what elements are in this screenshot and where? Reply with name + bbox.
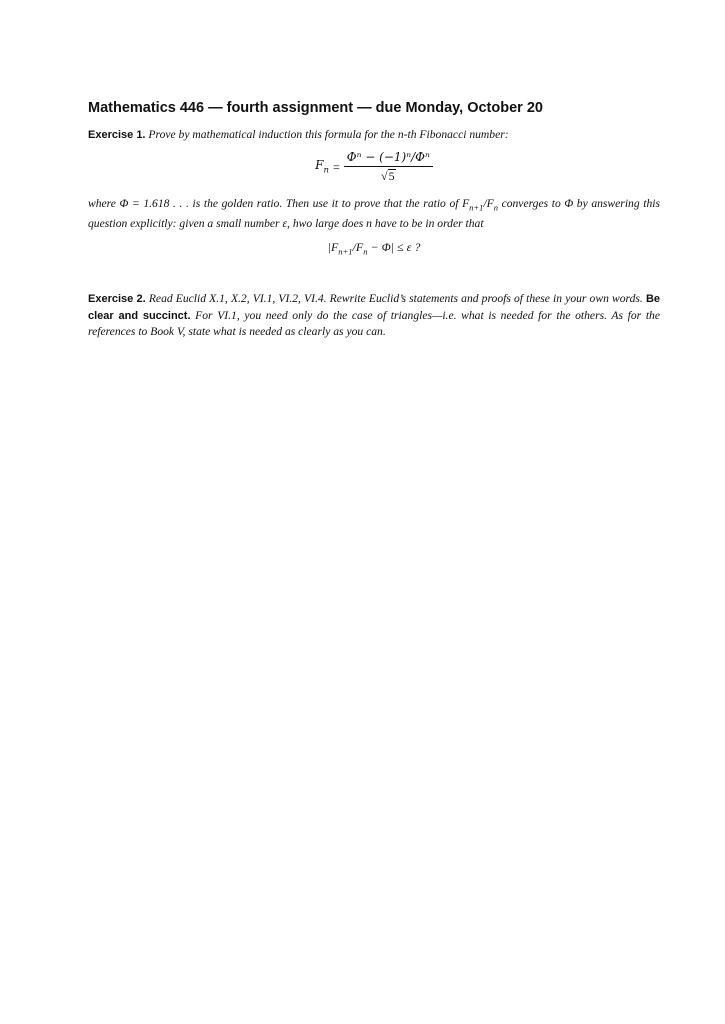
exercise-1-body-part1: where Φ = 1.618 . . . is the golden ratio. Then use it to prove that the ratio of F — [88, 197, 470, 210]
exercise-1-body — [88, 196, 660, 231]
formula-lhs-sub: n — [323, 165, 329, 176]
exercise-2-text1: Read Euclid X.1, X.2, VI.1, VI.2, VI.4. Rewrite Euclid’s statements and proofs of these in your own words. — [148, 292, 643, 305]
sqrt-icon: √ — [380, 169, 388, 183]
formula-denominator-sqrt — [381, 167, 396, 184]
convergence-inequality — [88, 240, 660, 256]
exercise-1-body-sub1: n+1 — [469, 202, 484, 213]
exercise-2 — [88, 291, 660, 340]
exercise-1-body-part3: converges to Φ by answering this question explicitly: given a small number ε, hwo large does n have to be in order that — [88, 197, 660, 230]
exercise-1-label: Exercise 1. — [88, 129, 146, 141]
exercise-2-text2: For VI.1, you need only do the case of triangles—i.e. what is needed for the others. As for the references to Book V, state what is needed as clearly as you can. — [88, 308, 660, 338]
exercise-1-intro — [88, 127, 660, 144]
exercise-1-body-part2: /F — [483, 197, 494, 210]
formula-equals: = — [332, 159, 340, 174]
formula-numerator: Φⁿ − (−1)ⁿ/Φⁿ — [344, 150, 433, 167]
exercise-1-body-sub2: n — [493, 202, 498, 213]
formula-lhs: F — [315, 158, 324, 173]
exercise-1-intro-text: Prove by mathematical induction this formula for the n-th Fibonacci number: — [148, 128, 509, 141]
inequality-sub2: n — [363, 246, 368, 257]
fibonacci-formula — [88, 150, 660, 184]
exercise-2-label: Exercise 2. — [88, 293, 146, 305]
inequality-part-a: |F — [327, 240, 339, 254]
inequality-part-b: /F — [352, 240, 364, 254]
formula-denominator: 5 — [388, 169, 395, 183]
page-title: Mathematics 446 — fourth assignment — due Monday, October 20 — [88, 100, 543, 116]
exercise-2-emphasis: Be clear and succinct. — [88, 293, 660, 322]
inequality-part-c: − Φ| ≤ ε ? — [367, 240, 421, 254]
inequality-sub1: n+1 — [338, 246, 353, 257]
formula-fraction — [344, 150, 433, 184]
